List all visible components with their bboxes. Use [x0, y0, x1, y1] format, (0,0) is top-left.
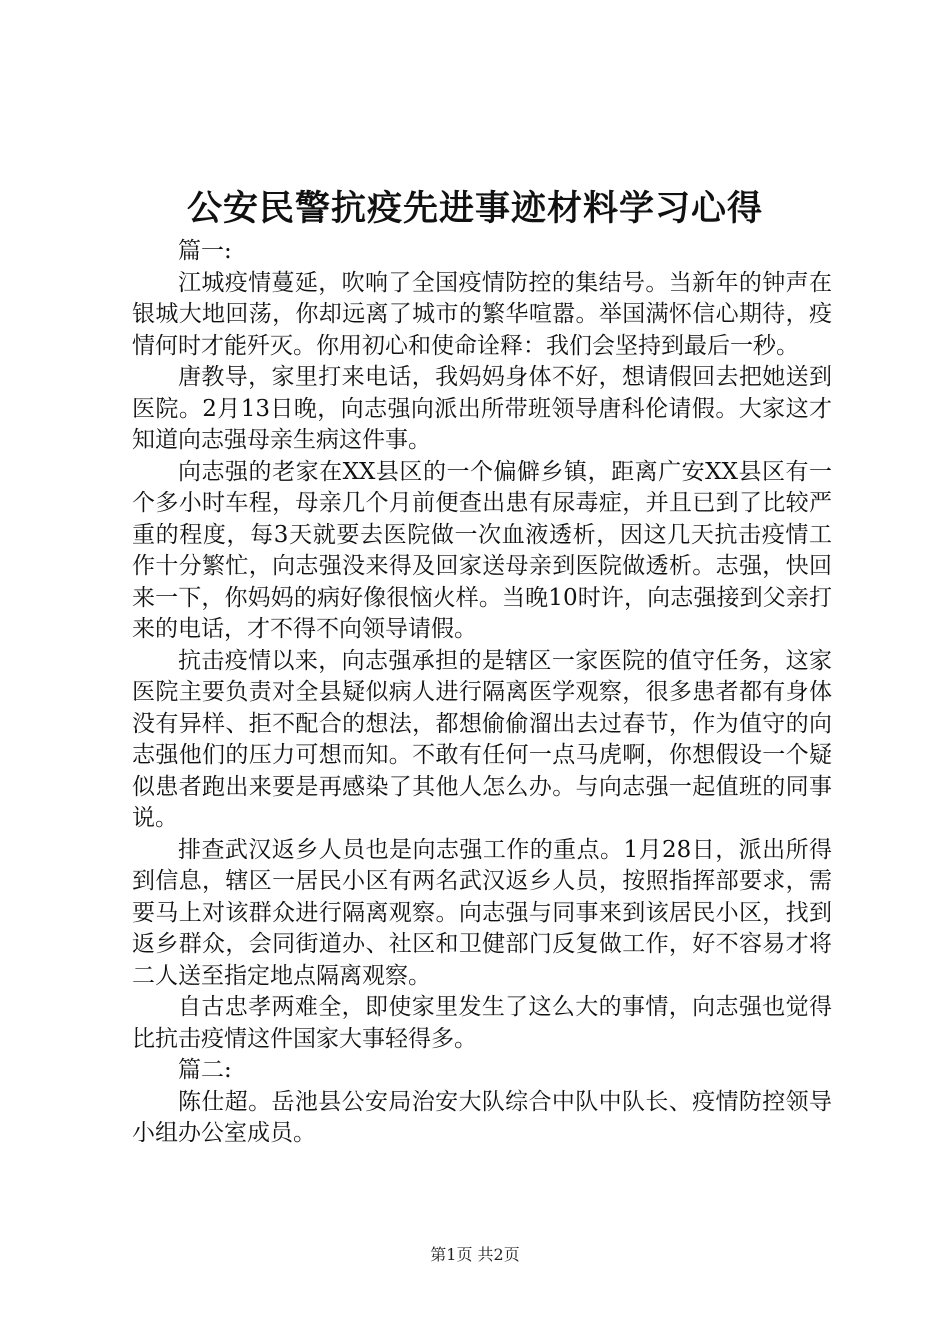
- paragraph: 唐教导，家里打来电话，我妈妈身体不好，想请假回去把她送到医院。2月13日晚，向志强向派出所带班领导唐科伦请假。大家这才知道向志强母亲生病这件事。: [132, 364, 832, 453]
- document-title: 公安民警抗疫先进事迹材料学习心得: [186, 188, 763, 229]
- paragraph: 排查武汉返乡人员也是向志强工作的重点。1月28日，派出所得到信息，辖区一居民小区有两名武汉返乡人员，按照指挥部要求，需要马上对该群众进行隔离观察。向志强与同事来到该居民小区，找到返乡群众，会同街道办、社区和卫健部门反复做工作，好不容易才将二人送至指定地点隔离观察。: [132, 836, 832, 989]
- paragraph: 自古忠孝两难全，即使家里发生了这么大的事情，向志强也觉得比抗击疫情这件国家大事轻得多。: [132, 994, 832, 1052]
- paragraph: 向志强的老家在XX县区的一个偏僻乡镇，距离广安XX县区有一个多小时车程，母亲几个月前便查出患有尿毒症，并且已到了比较严重的程度，每3天就要去医院做一次血液透析，因这几天抗击疫情工作十分繁忙，向志强没来得及回家送母亲到医院做透析。志强，快回来一下，你妈妈的病好像很恼火样。当晚10时许，向志强接到父亲打来的电话，才不得不向领导请假。: [132, 458, 832, 642]
- paragraph-section-heading-1: 篇一:: [178, 238, 232, 264]
- paragraph: 江城疫情蔓延，吹响了全国疫情防控的集结号。当新年的钟声在银城大地回荡，你却远离了城市的繁华喧嚣。举国满怀信心期待，疫情何时才能歼灭。你用初心和使命诠释：我们会坚持到最后一秒。: [132, 269, 832, 359]
- paragraph: 陈仕超。岳池县公安局治安大队综合中队中队长、疫情防控领导小组办公室成员。: [132, 1088, 832, 1146]
- page-footer: 第1页 共2页: [430, 1245, 520, 1264]
- paragraph: 抗击疫情以来，向志强承担的是辖区一家医院的值守任务，这家医院主要负责对全县疑似病人进行隔离医学观察，很多患者都有身体没有异样、拒不配合的想法，都想偷偷溜出去过春节，作为值守的向志强他们的压力可想而知。不敢有任何一点马虎啊，你想假设一个疑似患者跑出来要是再感染了其他人怎么办。与向志强一起值班的同事说。: [132, 647, 832, 831]
- paragraph-section-heading-2: 篇二:: [178, 1057, 232, 1083]
- document-body: [132, 236, 832, 1150]
